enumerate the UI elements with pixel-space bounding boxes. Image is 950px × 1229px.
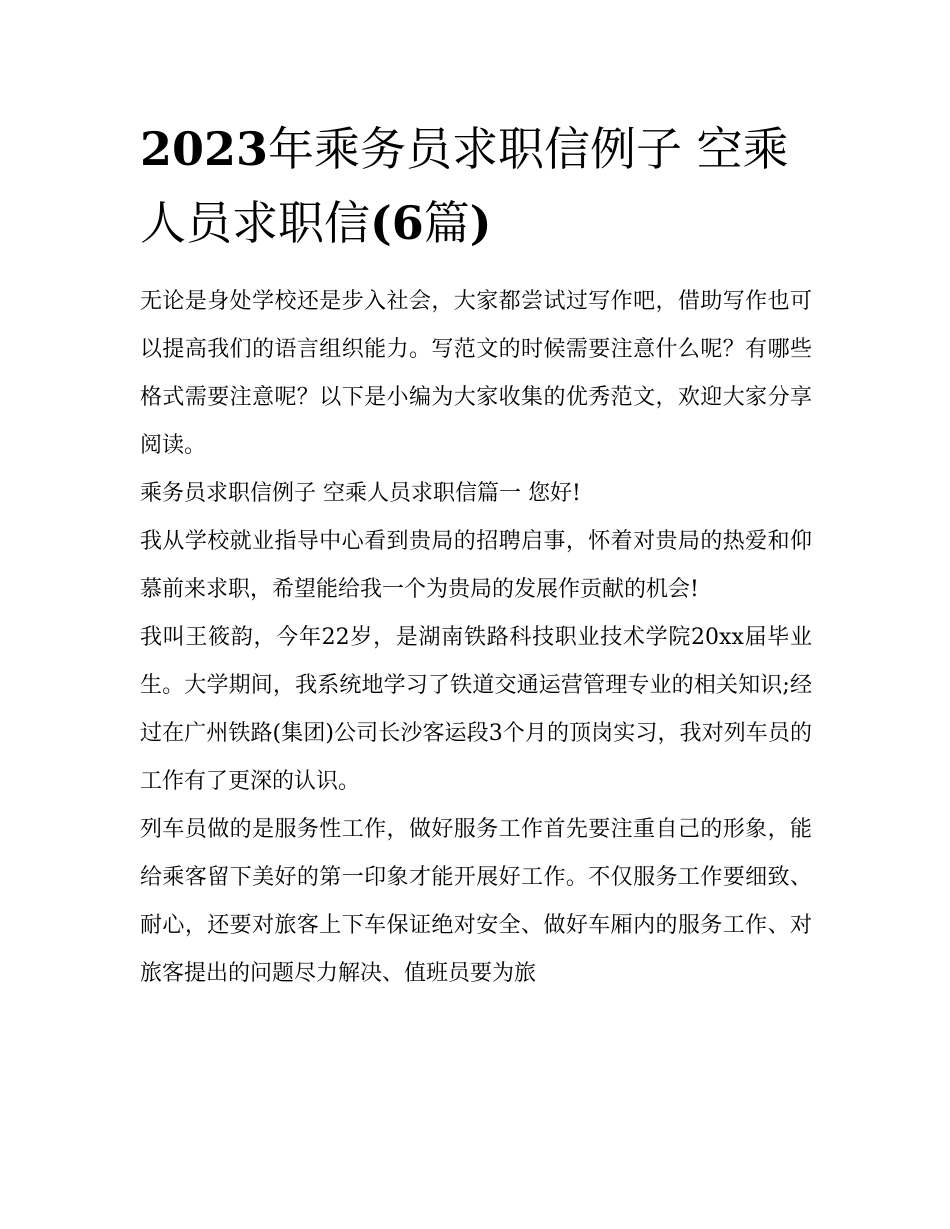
paragraph-3: 我叫王筱韵，今年22岁，是湖南铁路科技职业技术学院20xx届毕业生。大学期间，我系统地学习了铁道交通运营管理专业的相关知识;经过在广州铁路(集团)公司长沙客运段3个月的顶岗实习，我对列车员的工作有了更深的认识。: [140, 625, 812, 794]
paragraph-intro: 无论是身处学校还是步入社会，大家都尝试过写作吧，借助写作也可以提高我们的语言组织能力。写范文的时候需要注意什么呢？有哪些格式需要注意呢？以下是小编为大家收集的优秀范文，欢迎大家分享阅读。: [140, 289, 812, 458]
paragraph-heading-1: 乘务员求职信例子 空乘人员求职信篇一 您好!: [140, 481, 581, 506]
title-text: 年乘务员求职信例子 空乘人员求职信: [140, 122, 789, 250]
document-body: [140, 278, 812, 998]
document-title: [140, 112, 812, 260]
paragraph-4: 列车员做的是服务性工作，做好服务工作首先要注重自己的形象，能给乘客留下美好的第一印象才能开展好工作。不仅服务工作要细致、耐心，还要对旅客上下车保证绝对安全、做好车厢内的服务工作、对旅客提出的问题尽力解决、值班员要为旅: [140, 817, 812, 986]
document-page: [140, 112, 812, 998]
title-count-open: (6: [370, 196, 424, 250]
title-year: 2023: [140, 122, 269, 176]
paragraph-2: 我从学校就业指导中心看到贵局的招聘启事，怀着对贵局的热爱和仰慕前来求职，希望能给我一个为贵局的发展作贡献的机会!: [140, 529, 812, 602]
title-count-close: ): [469, 196, 492, 250]
title-count-unit: 篇: [423, 196, 470, 250]
